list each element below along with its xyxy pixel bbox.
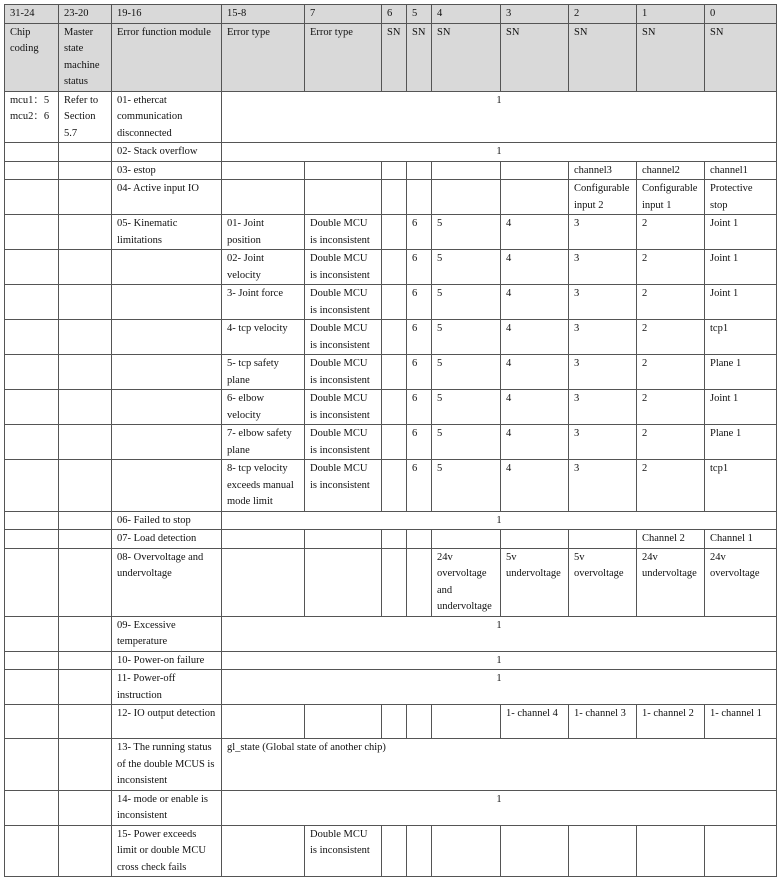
error-type-cell: 5- tcp safety plane <box>222 355 305 390</box>
bit-6-cell: 6 <box>407 250 432 285</box>
table-row <box>5 180 777 215</box>
module-cell: 14- mode or enable is inconsistent <box>112 790 222 825</box>
module-cell: 01- ethercat communication disconnected <box>112 91 222 143</box>
module-cell: 02- Stack overflow <box>112 143 222 162</box>
bit-3-cell: 3 <box>569 320 637 355</box>
error-type-cell: 8- tcp velocity exceeds manual mode limit <box>222 460 305 512</box>
double-mcu-cell: Double MCU is inconsistent <box>305 215 382 250</box>
module-cell: 13- The running status of the double MCUS is inconsistent <box>112 739 222 791</box>
bit-0-cell: 1- channel 1 <box>705 705 777 739</box>
bit-2-cell: 1- channel 3 <box>569 705 637 739</box>
table-row <box>5 790 777 825</box>
header-sn-6: SN <box>382 23 407 91</box>
bit-0-cell: Plane 1 <box>705 355 777 390</box>
bit-6-cell: 6 <box>407 355 432 390</box>
table-row <box>5 161 777 180</box>
value-cell: 1 <box>222 91 777 143</box>
bit-4-cell: 24v overvoltage and undervoltage <box>432 548 501 616</box>
bit-0-cell: Protective stop <box>705 180 777 215</box>
bit-1-cell: 24v undervoltage <box>637 548 705 616</box>
table-row <box>5 530 777 549</box>
module-cell: 15- Power exceeds limit or double MCU cross check fails <box>112 825 222 877</box>
bit-0-cell: Channel 1 <box>705 530 777 549</box>
bit-5-cell: 5 <box>432 320 501 355</box>
header-sn-5: SN <box>407 23 432 91</box>
bit-6-cell: 6 <box>407 390 432 425</box>
bit-3-cell: 3 <box>569 285 637 320</box>
header-labels-row <box>5 23 777 91</box>
bit-5-cell: 5 <box>432 355 501 390</box>
bit-6-cell: 6 <box>407 285 432 320</box>
table-row <box>5 548 777 616</box>
header-error-type-7: Error type <box>305 23 382 91</box>
bit-0-cell: Joint 1 <box>705 250 777 285</box>
double-mcu-cell: Double MCU is inconsistent <box>305 355 382 390</box>
header-bits-31-24: 31-24 <box>5 5 59 24</box>
module-cell: 03- estop <box>112 161 222 180</box>
table-row <box>5 616 777 651</box>
bit-7-cell: Double MCU is inconsistent <box>305 825 382 877</box>
value-cell: 1 <box>222 143 777 162</box>
bit-3-cell: 3 <box>569 355 637 390</box>
module-cell: 10- Power-on failure <box>112 651 222 670</box>
double-mcu-cell: Double MCU is inconsistent <box>305 285 382 320</box>
bit-0-cell: tcp1 <box>705 320 777 355</box>
header-bit-7: 7 <box>305 5 382 24</box>
bit-1-cell: 1- channel 2 <box>637 705 705 739</box>
error-code-table <box>4 4 777 877</box>
header-chip-coding: Chip coding <box>5 23 59 91</box>
bit-3-cell: 1- channel 4 <box>501 705 569 739</box>
header-bits-15-8: 15-8 <box>222 5 305 24</box>
bit-0-cell: Plane 1 <box>705 425 777 460</box>
module-cell: 08- Overvoltage and undervoltage <box>112 548 222 616</box>
bit-5-cell: 5 <box>432 390 501 425</box>
header-bit-0: 0 <box>705 5 777 24</box>
header-bit-2: 2 <box>569 5 637 24</box>
table-row <box>5 511 777 530</box>
bit-2-cell: 2 <box>637 285 705 320</box>
bit-5-cell: 5 <box>432 425 501 460</box>
table-row <box>5 215 777 250</box>
double-mcu-cell: Double MCU is inconsistent <box>305 320 382 355</box>
master-state-cell: Refer to Section 5.7 <box>59 91 112 143</box>
bit-6-cell: 6 <box>407 425 432 460</box>
module-cell: 09- Excessive temperature <box>112 616 222 651</box>
bit-5-cell: 5 <box>432 460 501 512</box>
gl-state-cell: gl_state (Global state of another chip) <box>222 739 777 791</box>
module-cell: 12- IO output detection <box>112 705 222 739</box>
bit-4-cell: 4 <box>501 250 569 285</box>
header-bit-4: 4 <box>432 5 501 24</box>
bit-0-cell: tcp1 <box>705 460 777 512</box>
value-cell: 1 <box>222 616 777 651</box>
bit-4-cell: 4 <box>501 215 569 250</box>
bit-3-cell: 5v undervoltage <box>501 548 569 616</box>
value-cell: 1 <box>222 651 777 670</box>
value-cell: 1 <box>222 511 777 530</box>
table-row <box>5 390 777 425</box>
bit-4-cell: 4 <box>501 425 569 460</box>
bit-4-cell: 4 <box>501 390 569 425</box>
bit-3-cell: 3 <box>569 460 637 512</box>
header-bit-5: 5 <box>407 5 432 24</box>
bit-2-cell: 2 <box>637 460 705 512</box>
table-row <box>5 250 777 285</box>
double-mcu-cell: Double MCU is inconsistent <box>305 250 382 285</box>
bit-4-cell: 4 <box>501 285 569 320</box>
table-row <box>5 91 777 143</box>
header-bits-row <box>5 5 777 24</box>
table-row <box>5 739 777 791</box>
chip-coding-cell: mcu1：5 mcu2：6 <box>5 91 59 143</box>
bit-1-cell: Configurable input 1 <box>637 180 705 215</box>
module-cell: 05- Kinematic limitations <box>112 215 222 250</box>
header-master-state: Master state machine status <box>59 23 112 91</box>
double-mcu-cell: Double MCU is inconsistent <box>305 460 382 512</box>
error-type-cell: 6- elbow velocity <box>222 390 305 425</box>
error-type-cell: 02- Joint velocity <box>222 250 305 285</box>
bit-2-cell: channel3 <box>569 161 637 180</box>
error-type-cell: 01- Joint position <box>222 215 305 250</box>
table-row <box>5 355 777 390</box>
bit-2-cell: 2 <box>637 355 705 390</box>
module-cell: 04- Active input IO <box>112 180 222 215</box>
bit-1-cell: channel2 <box>637 161 705 180</box>
bit-2-cell: Configurable input 2 <box>569 180 637 215</box>
bit-5-cell: 5 <box>432 250 501 285</box>
value-cell: 1 <box>222 670 777 705</box>
table-row <box>5 670 777 705</box>
table-row <box>5 705 777 739</box>
bit-6-cell: 6 <box>407 320 432 355</box>
table-row <box>5 285 777 320</box>
bit-5-cell: 5 <box>432 215 501 250</box>
bit-2-cell: 2 <box>637 250 705 285</box>
bit-0-cell: Joint 1 <box>705 215 777 250</box>
table-row <box>5 320 777 355</box>
header-bits-19-16: 19-16 <box>112 5 222 24</box>
bit-3-cell: 3 <box>569 215 637 250</box>
error-type-cell: 3- Joint force <box>222 285 305 320</box>
bit-2-cell: 5v overvoltage <box>569 548 637 616</box>
header-bit-1: 1 <box>637 5 705 24</box>
double-mcu-cell: Double MCU is inconsistent <box>305 390 382 425</box>
header-bit-6: 6 <box>382 5 407 24</box>
bit-5-cell: 5 <box>432 285 501 320</box>
bit-0-cell: Joint 1 <box>705 390 777 425</box>
module-cell: 11- Power-off instruction <box>112 670 222 705</box>
bit-3-cell: 3 <box>569 425 637 460</box>
header-sn-2: SN <box>569 23 637 91</box>
bit-1-cell: Channel 2 <box>637 530 705 549</box>
bit-6-cell: 6 <box>407 460 432 512</box>
bit-2-cell: 2 <box>637 390 705 425</box>
bit-2-cell: 2 <box>637 215 705 250</box>
module-cell: 07- Load detection <box>112 530 222 549</box>
header-sn-0: SN <box>705 23 777 91</box>
bit-4-cell: 4 <box>501 320 569 355</box>
header-error-type-15-8: Error type <box>222 23 305 91</box>
header-sn-1: SN <box>637 23 705 91</box>
value-cell: 1 <box>222 790 777 825</box>
bit-0-cell: Joint 1 <box>705 285 777 320</box>
header-error-module: Error function module <box>112 23 222 91</box>
header-sn-4: SN <box>432 23 501 91</box>
bit-4-cell: 4 <box>501 460 569 512</box>
bit-4-cell: 4 <box>501 355 569 390</box>
double-mcu-cell: Double MCU is inconsistent <box>305 425 382 460</box>
header-sn-3: SN <box>501 23 569 91</box>
table-row <box>5 825 777 877</box>
module-cell: 06- Failed to stop <box>112 511 222 530</box>
table-row <box>5 460 777 512</box>
bit-3-cell: 3 <box>569 250 637 285</box>
bit-6-cell: 6 <box>407 215 432 250</box>
bit-0-cell: channel1 <box>705 161 777 180</box>
table-row <box>5 651 777 670</box>
bit-3-cell: 3 <box>569 390 637 425</box>
error-type-cell: 7- elbow safety plane <box>222 425 305 460</box>
table-row <box>5 425 777 460</box>
bit-2-cell: 2 <box>637 425 705 460</box>
bit-2-cell: 2 <box>637 320 705 355</box>
header-bits-23-20: 23-20 <box>59 5 112 24</box>
table-row <box>5 143 777 162</box>
bit-0-cell: 24v overvoltage <box>705 548 777 616</box>
header-bit-3: 3 <box>501 5 569 24</box>
error-type-cell: 4- tcp velocity <box>222 320 305 355</box>
